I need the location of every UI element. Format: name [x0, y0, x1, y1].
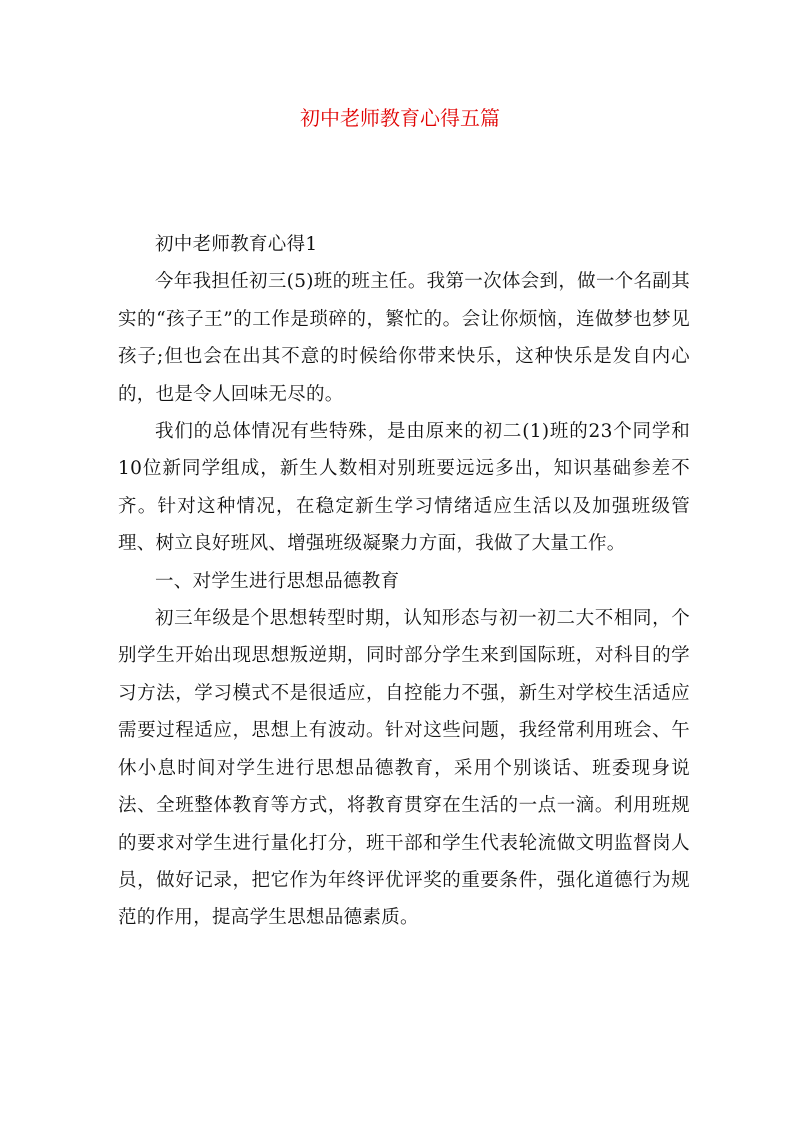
section-heading: 初中老师教育心得1 [155, 234, 318, 255]
paragraph: 我们的总体情况有些特殊，是由原来的初二(1)班的23个同学和10位新同学组成，新生人数相对别班要远远多出，知识基础参差不齐。针对这种情况，在稳定新生学习情绪适应生活以及加强班级管理、树立良好班风、增强班级凝聚力方面，我做了大量工作。 [118, 421, 690, 555]
paragraph: 今年我担任初三(5)班的班主任。我第一次体会到，做一个名副其实的“孩子王”的工作是琐碎的，繁忙的。会让你烦恼，连做梦也梦见孩子;但也会在出其不意的时候给你带来快乐，这种快乐是发自内心的，也是令人回味无尽的。 [118, 271, 690, 405]
document-body [118, 226, 690, 937]
section-heading: 一、对学生进行思想品德教育 [155, 570, 400, 592]
document-title: 初中老师教育心得五篇 [300, 106, 500, 130]
paragraph: 初三年级是个思想转型时期，认知形态与初一初二大不相同，个别学生开始出现思想叛逆期，同时部分学生来到国际班，对科目的学习方法，学习模式不是很适应，自控能力不强，新生对学校生活适应需要过程适应，思想上有波动。针对这些问题，我经常利用班会、午休小息时间对学生进行思想品德教育，采用个别谈话、班委现身说法、全班整体教育等方式，将教育贯穿在生活的一点一滴。利用班规的要求对学生进行量化打分，班干部和学生代表轮流做文明监督岗人员，做好记录，把它作为年终评优评奖的重要条件，强化道德行为规范的作用，提高学生思想品德素质。 [118, 608, 690, 929]
